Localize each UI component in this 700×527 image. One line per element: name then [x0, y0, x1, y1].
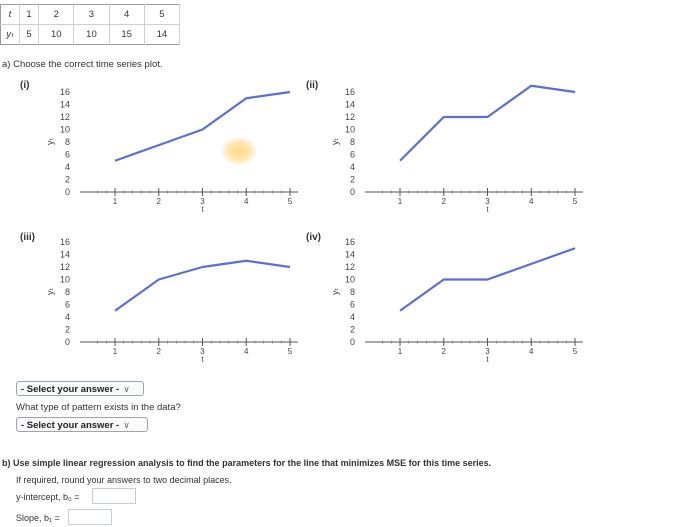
- y-tick-label: 14: [344, 249, 355, 260]
- x-axis-label: t: [486, 355, 489, 364]
- pattern-question: What type of pattern exists in the data?: [16, 402, 181, 413]
- x-axis-label: t: [486, 205, 489, 214]
- y-cell: 14: [144, 25, 179, 45]
- pattern-select-2-text: - Select your answer -: [21, 420, 120, 431]
- x-tick-label: 4: [529, 197, 534, 206]
- y-tick-label: 16: [59, 87, 70, 97]
- x-tick-label: 1: [112, 197, 118, 206]
- rounding-note: If required, round your answers to two decimal places.: [16, 475, 232, 485]
- option-label-iii[interactable]: (iii): [20, 232, 35, 243]
- y-tick-label: 8: [349, 287, 355, 297]
- chart-option-i: [40, 84, 300, 214]
- x-axis-label: t: [201, 355, 204, 364]
- y-tick-label: 4: [64, 162, 70, 172]
- y-tick-label: 6: [349, 149, 355, 160]
- x-tick-label: 3: [485, 347, 490, 356]
- slope-input[interactable]: [68, 509, 112, 525]
- y-tick-label: 10: [59, 124, 70, 135]
- y-cell: 10: [39, 25, 74, 45]
- x-tick-label: 2: [441, 347, 446, 356]
- t-cell: 2: [39, 5, 74, 25]
- chart-option-ii: [325, 84, 585, 214]
- glare-spot: [221, 137, 257, 165]
- y-tick-label: 4: [349, 312, 355, 322]
- y-cell: 10: [74, 25, 109, 45]
- y-tick-label: 6: [64, 299, 70, 310]
- y-tick-label: 2: [64, 324, 70, 335]
- y-tick-label: 10: [344, 124, 355, 135]
- x-tick-label: 2: [156, 197, 161, 206]
- y-cell: 5: [20, 25, 39, 45]
- y-tick-label: 2: [349, 324, 355, 335]
- y-tick-label: 8: [64, 287, 70, 297]
- t-cell: 3: [74, 5, 109, 25]
- chevron-down-icon: ∨: [123, 420, 130, 430]
- y-tick-label: 12: [59, 112, 70, 122]
- y-axis-label: yₜ: [330, 287, 340, 295]
- y-tick-label: 12: [59, 262, 70, 272]
- x-tick-label: 5: [572, 347, 578, 356]
- chart-option-iv: [325, 234, 585, 364]
- intercept-label: y-intercept, b₀ =: [16, 492, 80, 502]
- pattern-select-2[interactable]: [16, 417, 148, 432]
- x-tick-label: 2: [156, 347, 161, 356]
- y-tick-label: 10: [344, 274, 355, 285]
- option-label-i[interactable]: (i): [20, 80, 30, 91]
- y-header: yₜ: [1, 25, 20, 45]
- y-tick-label: 0: [64, 187, 70, 197]
- x-tick-label: 1: [397, 197, 403, 206]
- y-tick-label: 8: [349, 137, 355, 147]
- x-tick-label: 4: [244, 347, 249, 356]
- t-header: t: [1, 5, 20, 25]
- t-cell: 5: [144, 5, 179, 25]
- y-tick-label: 0: [64, 337, 70, 347]
- option-label-iv[interactable]: (iv): [306, 232, 321, 243]
- option-label-ii[interactable]: (ii): [306, 80, 319, 91]
- data-table: [0, 4, 180, 45]
- y-tick-label: 14: [59, 99, 70, 110]
- x-tick-label: 4: [244, 197, 249, 206]
- x-tick-label: 5: [572, 197, 578, 206]
- y-tick-label: 16: [344, 237, 355, 247]
- y-tick-label: 0: [349, 187, 355, 197]
- part-a-prompt: a) Choose the correct time series plot.: [2, 59, 163, 70]
- x-tick-label: 5: [287, 347, 293, 356]
- y-cell: 15: [109, 25, 144, 45]
- y-axis-label: yₜ: [330, 137, 340, 145]
- pattern-select-1[interactable]: [16, 381, 144, 396]
- intercept-input[interactable]: [92, 488, 136, 504]
- y-tick-label: 2: [349, 174, 355, 185]
- t-cell: 4: [109, 5, 144, 25]
- y-tick-label: 16: [59, 237, 70, 247]
- y-axis-label: yₜ: [45, 287, 55, 295]
- y-tick-label: 6: [64, 149, 70, 160]
- y-tick-label: 8: [64, 137, 70, 147]
- series-line: [115, 92, 290, 161]
- y-axis-label: yₜ: [45, 137, 55, 145]
- y-tick-label: 10: [59, 274, 70, 285]
- y-row: [1, 25, 180, 45]
- slope-label: Slope, b₁ =: [16, 513, 60, 523]
- y-tick-label: 0: [349, 337, 355, 347]
- x-tick-label: 3: [200, 197, 205, 206]
- y-tick-label: 2: [64, 174, 70, 185]
- pattern-select-1-text: - Select your answer -: [21, 384, 120, 395]
- y-tick-label: 4: [64, 312, 70, 322]
- series-line: [400, 86, 575, 161]
- y-tick-label: 14: [59, 249, 70, 260]
- x-tick-label: 1: [397, 347, 403, 356]
- x-tick-label: 5: [287, 197, 293, 206]
- chart-option-iii: [40, 234, 300, 364]
- y-tick-label: 12: [344, 112, 355, 122]
- x-tick-label: 3: [200, 347, 205, 356]
- part-b-prompt: b) Use simple linear regression analysis to find the parameters for the line that minimizes MSE for this time series.: [2, 458, 492, 468]
- y-tick-label: 6: [349, 299, 355, 310]
- x-axis-label: t: [201, 205, 204, 214]
- series-line: [115, 261, 290, 311]
- series-line: [400, 248, 575, 311]
- y-tick-label: 16: [344, 87, 355, 97]
- y-tick-label: 12: [344, 262, 355, 272]
- y-tick-label: 4: [349, 162, 355, 172]
- t-cell: 1: [20, 5, 39, 25]
- t-row: [1, 5, 180, 25]
- y-tick-label: 14: [344, 99, 355, 110]
- x-tick-label: 3: [485, 197, 490, 206]
- x-tick-label: 2: [441, 197, 446, 206]
- x-tick-label: 1: [112, 347, 118, 356]
- x-tick-label: 4: [529, 347, 534, 356]
- chevron-down-icon: ∨: [123, 384, 130, 394]
